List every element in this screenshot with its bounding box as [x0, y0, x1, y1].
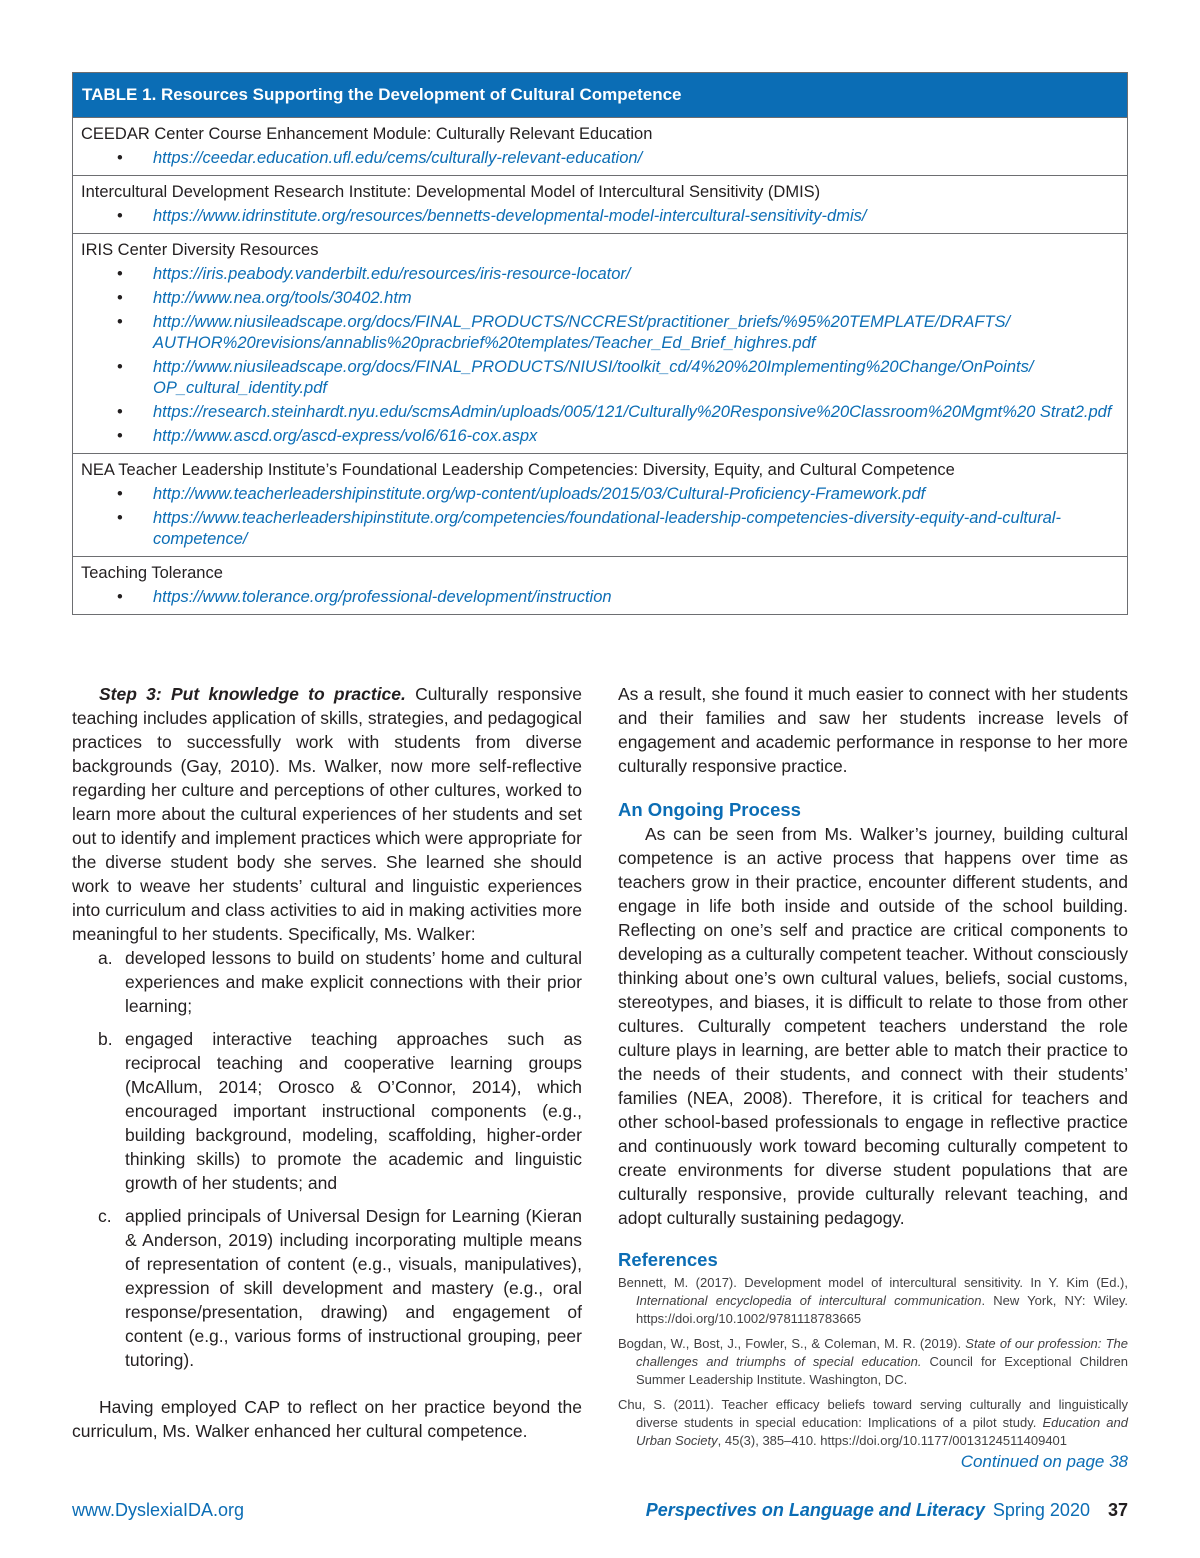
- list-item: [81, 484, 1115, 505]
- list-marker: a.: [98, 948, 113, 968]
- row-title: Teaching Tolerance: [81, 564, 223, 582]
- row-title: CEEDAR Center Course Enhancement Module: Culturally Relevant Education: [81, 125, 653, 143]
- resource-link[interactable]: http://www.niusileadscape.org/docs/FINAL_PRODUCTS/NCCRESt/practitioner_briefs/%95%20TEMPLATE/DRAFTS/ AUTHOR%20revisions/annablis%20pracbrief%20templates/Teacher_Ed_Brief_highres.pdf: [153, 313, 1011, 352]
- resource-link[interactable]: https://www.tolerance.org/professional-development/instruction: [153, 588, 612, 606]
- footer-publication: [646, 1500, 1128, 1521]
- list-item-text: developed lessons to build on students’ home and cultural experiences and make explicit connections with their prior learning;: [125, 948, 582, 1016]
- closing-paragraph: Having employed CAP to reflect on her practice beyond the curriculum, Ms. Walker enhanced her cultural competence.: [72, 1397, 582, 1441]
- bullet-icon: •: [117, 265, 123, 283]
- list-item: [81, 264, 1115, 285]
- resource-link[interactable]: https://research.steinhardt.nyu.edu/scmsAdmin/uploads/005/121/Culturally%20Responsive%20Classroom%20Mgmt%20 Strat2.pdf: [153, 403, 1112, 421]
- practices-list: [72, 946, 582, 1372]
- journal-title: Perspectives on Language and Literacy: [645, 1500, 985, 1520]
- reference-item: Bennett, M. (2017). Development model of intercultural sensitivity. In Y. Kim (Ed.), International encyclopedia of intercultural communication. New York, NY: Wiley. https://doi.org/10.1002/9781118783665: [618, 1275, 1128, 1326]
- reference-item: Bogdan, W., Bost, J., Fowler, S., & Coleman, M. R. (2019). State of our profession: The challenges and triumphs of special education. Council for Exceptional Children Summer Leadership Institute. Washington, DC.: [618, 1336, 1128, 1387]
- list-item: [72, 1204, 582, 1372]
- bullet-icon: •: [117, 207, 123, 225]
- references-list: [618, 1274, 1128, 1450]
- list-item: [81, 402, 1115, 423]
- resource-link[interactable]: https://www.idrinstitute.org/resources/bennetts-developmental-model-intercultural-sensitivity-dmis/: [153, 207, 867, 225]
- footer-website[interactable]: www.DyslexiaIDA.org: [72, 1500, 245, 1520]
- left-column: [72, 682, 582, 1443]
- list-item: [81, 508, 1115, 550]
- table-title: TABLE 1. Resources Supporting the Development of Cultural Competence: [73, 73, 1127, 117]
- list-marker: b.: [98, 1029, 113, 1049]
- reference-item: Chu, S. (2011). Teacher efficacy beliefs toward serving culturally and linguistically diverse students in special education: Implications of a pilot study. Education and Urban Society, 45(3), 385–410. https://doi.org/10.1177/0013124511409401: [618, 1397, 1129, 1448]
- list-item: [72, 946, 582, 1018]
- resource-link[interactable]: https://www.teacherleadershipinstitute.org/competencies/foundational-leadership-competencies-diversity-equity-and-cultural- competence/: [153, 509, 1061, 548]
- table-row-iris: [73, 233, 1127, 453]
- bullet-icon: •: [117, 509, 123, 527]
- table-row-tolerance: [73, 556, 1127, 614]
- list-item: [81, 426, 1115, 447]
- table-row-ceedar: [73, 117, 1127, 175]
- resource-link[interactable]: http://www.teacherleadershipinstitute.org/wp-content/uploads/2015/03/Cultural-Proficiency-Framework.pdf: [153, 485, 926, 503]
- list-marker: c.: [98, 1206, 112, 1226]
- list-item: [72, 1027, 582, 1195]
- bullet-icon: •: [117, 313, 123, 331]
- resource-link[interactable]: http://www.niusileadscape.org/docs/FINAL_PRODUCTS/NIUSI/toolkit_cd/4%20%20Implementing%20Change/OnPoints/ OP_cultural_identity.pdf: [153, 358, 1034, 397]
- list-item: [81, 288, 1115, 309]
- page-number: 37: [1107, 1500, 1128, 1520]
- bullet-icon: •: [117, 289, 123, 307]
- table-row-idri: [73, 175, 1127, 233]
- row-title: IRIS Center Diversity Resources: [81, 241, 319, 259]
- step-text: Culturally responsive teaching includes application of skills, strategies, and pedagogical practices to successfully work with students from diverse backgrounds (Gay, 2010). Ms. Walker, now more self-reflective regarding her culture and perceptions of other cultures, worked to learn more about the cultural experiences of her students and set out to identify and implement practices which were appropriate for the diverse student body she serves. She learned she should work to weave her students’ cultural and linguistic experiences into curriculum and class activities to aid in making activities more meaningful to her students. Specifically, Ms. Walker:: [72, 684, 582, 944]
- list-item-text: engaged interactive teaching approaches such as reciprocal teaching and cooperative learning groups (McAllum, 2014; Orosco & O’Connor, 2014), which encouraged important instructional components (e.g., building background, modeling, scaffolding, higher-order thinking skills) to promote the academic and linguistic growth of her students; and: [125, 1029, 582, 1193]
- section-heading: An Ongoing Process: [618, 799, 801, 820]
- list-item: [81, 587, 1115, 608]
- bullet-icon: •: [117, 588, 123, 606]
- section-paragraph: As can be seen from Ms. Walker’s journey, building cultural competence is an active process that happens over time as teachers grow in their practice, encounter different students, and engage in life both inside and outside of the school building. Reflecting on one’s self and practice are critical components to developing as a culturally competent teacher. Without consciously thinking about one’s own cultural values, beliefs, social customs, stereotypes, and biases, it is difficult to relate to those from other cultures. Culturally competent teachers understand the role culture plays in learning, are better able to match their practice to the needs of their students, and connect with their students’ families (NEA, 2008). Therefore, it is critical for teachers and other school-based professionals to engage in reflective practice and continuously work toward becoming culturally competent to create environments for diverse student populations that are culturally responsive, provide culturally relevant teaching, and adopt culturally sustaining pedagogy.: [618, 824, 1128, 1228]
- list-item: [81, 312, 1115, 354]
- bullet-icon: •: [117, 358, 123, 376]
- table-row-nea: [73, 453, 1127, 556]
- continued-note[interactable]: Continued on page 38: [960, 1452, 1128, 1471]
- bullet-icon: •: [117, 149, 123, 167]
- row-title: Intercultural Development Research Institute: Developmental Model of Intercultural Sensitivity (DMIS): [81, 183, 821, 201]
- list-item: [81, 357, 1115, 399]
- references-heading: References: [618, 1249, 718, 1270]
- bullet-icon: •: [117, 403, 123, 421]
- row-title: NEA Teacher Leadership Institute’s Foundational Leadership Competencies: Diversity, Equity, and Cultural Competence: [81, 461, 955, 479]
- resource-link[interactable]: http://www.nea.org/tools/30402.htm: [153, 289, 412, 307]
- bullet-icon: •: [117, 485, 123, 503]
- step-paragraph: [72, 682, 582, 946]
- list-item-text: applied principals of Universal Design for Learning (Kieran & Anderson, 2019) including incorporating multiple means of representation of content (e.g., visuals, manipulatives), expression of skill development and mastery (e.g., oral response/presentation, drawing) and engagement of content (e.g., various forms of instructional grouping, peer tutoring).: [125, 1206, 582, 1370]
- list-item: [81, 148, 1115, 169]
- resource-link[interactable]: https://ceedar.education.ufl.edu/cems/culturally-relevant-education/: [153, 149, 643, 167]
- step-heading: Step 3: Put knowledge to practice.: [99, 684, 406, 704]
- resource-link[interactable]: https://iris.peabody.vanderbilt.edu/resources/iris-resource-locator/: [153, 265, 631, 283]
- bullet-icon: •: [117, 427, 123, 445]
- resources-table: [72, 72, 1128, 615]
- resource-link[interactable]: http://www.ascd.org/ascd-express/vol6/616-cox.aspx: [153, 427, 538, 445]
- list-item: [81, 206, 1115, 227]
- right-column: [618, 682, 1128, 1457]
- continuation-paragraph: As a result, she found it much easier to connect with her students and their families and saw her students increase levels of engagement and academic performance in response to her more culturally responsive practice.: [618, 684, 1128, 776]
- issue-label: Spring 2020: [992, 1500, 1090, 1520]
